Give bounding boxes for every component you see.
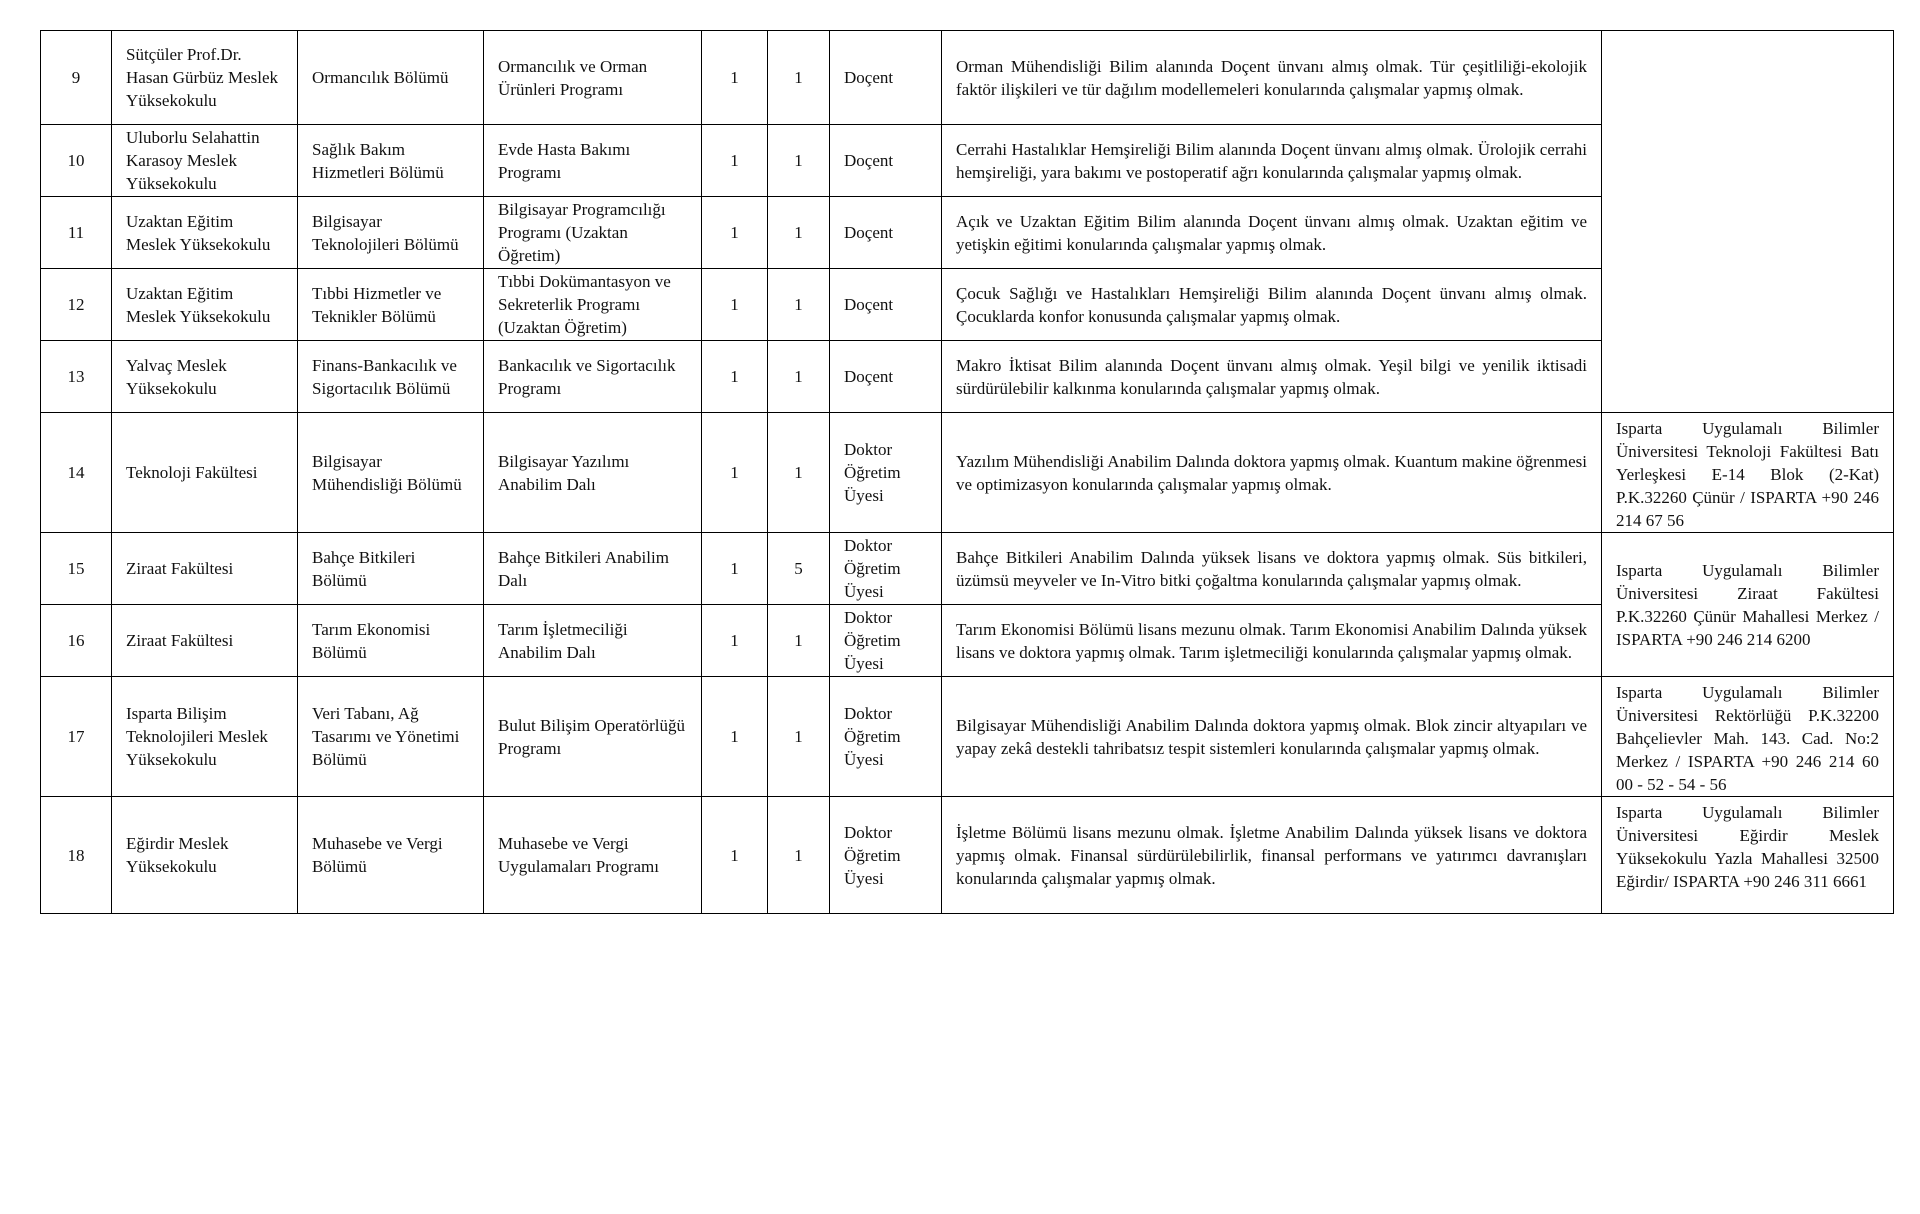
department-cell: Muhasebe ve Vergi Bölümü <box>298 797 484 914</box>
degree-cell: 1 <box>768 31 830 125</box>
row-number: 9 <box>41 31 112 125</box>
requirements-cell: Bilgisayar Mühendisliği Anabilim Dalında doktora yapmış olmak. Blok zincir altyapıları ve yapay zekâ destekli tahribatsız tespit sistemleri konularında çalışmalar yapmış olmak. <box>942 677 1602 797</box>
contact-ziraat: Isparta Uygulamalı Bilimler Üniversitesi Ziraat Fakültesi P.K.32260 Çünür Mahallesi Merkez / ISPARTA +90 246 214 6200 <box>1602 533 1894 677</box>
unit-cell: Ziraat Fakültesi <box>112 605 298 677</box>
degree-cell: 1 <box>768 341 830 413</box>
unit-cell: Ziraat Fakültesi <box>112 533 298 605</box>
requirements-cell: Yazılım Mühendisliği Anabilim Dalında doktora yapmış olmak. Kuantum makine öğrenmesi ve optimizasyon konularında çalışmalar yapmış olmak. <box>942 413 1602 533</box>
department-cell: Veri Tabanı, Ağ Tasarımı ve Yönetimi Bölümü <box>298 677 484 797</box>
title-cell: Doçent <box>830 31 942 125</box>
table-row <box>41 797 1894 914</box>
table-row <box>41 677 1894 797</box>
requirements-cell: Bahçe Bitkileri Anabilim Dalında yüksek lisans ve doktora yapmış olmak. Süs bitkileri, üzümsü meyveler ve In-Vitro bitki çoğaltma konularında çalışmalar yapmış olmak. <box>942 533 1602 605</box>
contact-cell-empty <box>1602 31 1894 413</box>
degree-cell: 1 <box>768 197 830 269</box>
title-cell: Doçent <box>830 125 942 197</box>
unit-cell: Teknoloji Fakültesi <box>112 413 298 533</box>
unit-cell: Isparta Bilişim Teknolojileri Meslek Yüksekokulu <box>112 677 298 797</box>
department-cell: Bahçe Bitkileri Bölümü <box>298 533 484 605</box>
program-cell: Bankacılık ve Sigortacılık Programı <box>484 341 702 413</box>
program-cell: Tıbbi Dokümantasyon ve Sekreterlik Programı (Uzaktan Öğretim) <box>484 269 702 341</box>
degree-cell: 1 <box>768 269 830 341</box>
table-row <box>41 533 1894 605</box>
degree-cell: 1 <box>768 125 830 197</box>
unit-cell: Uzaktan Eğitim Meslek Yüksekokulu <box>112 269 298 341</box>
program-cell: Bahçe Bitkileri Anabilim Dalı <box>484 533 702 605</box>
row-number: 12 <box>41 269 112 341</box>
count-cell: 1 <box>702 797 768 914</box>
table-row <box>41 413 1894 533</box>
count-cell: 1 <box>702 269 768 341</box>
row-number: 17 <box>41 677 112 797</box>
title-cell: Doktor Öğretim Üyesi <box>830 533 942 605</box>
title-cell: Doçent <box>830 341 942 413</box>
department-cell: Bilgisayar Mühendisliği Bölümü <box>298 413 484 533</box>
count-cell: 1 <box>702 413 768 533</box>
count-cell: 1 <box>702 677 768 797</box>
row-number: 15 <box>41 533 112 605</box>
requirements-cell: Açık ve Uzaktan Eğitim Bilim alanında Doçent ünvanı almış olmak. Uzaktan eğitim ve yetişkin eğitimi konularında çalışmalar yapmış olmak. <box>942 197 1602 269</box>
requirements-cell: İşletme Bölümü lisans mezunu olmak. İşletme Anabilim Dalında yüksek lisans ve doktora yapmış olmak. Finansal sürdürülebilirlik, finansal performans ve yatırımcı davranışları konularında çalışmalar yapmış olmak. <box>942 797 1602 914</box>
row-number: 16 <box>41 605 112 677</box>
department-cell: Sağlık Bakım Hizmetleri Bölümü <box>298 125 484 197</box>
program-cell: Muhasebe ve Vergi Uygulamaları Programı <box>484 797 702 914</box>
count-cell: 1 <box>702 533 768 605</box>
title-cell: Doktor Öğretim Üyesi <box>830 797 942 914</box>
program-cell: Tarım İşletmeciliği Anabilim Dalı <box>484 605 702 677</box>
requirements-cell: Tarım Ekonomisi Bölümü lisans mezunu olmak. Tarım Ekonomisi Anabilim Dalında yüksek lisans ve doktora yapmış olmak. Tarım işletmeciliği konularında çalışmalar yapmış olmak. <box>942 605 1602 677</box>
contact-egirdir: Isparta Uygulamalı Bilimler Üniversitesi Eğirdir Meslek Yüksekokulu Yazla Mahallesi 32500 Eğirdir/ ISPARTA +90 246 311 6661 <box>1602 797 1894 914</box>
degree-cell: 1 <box>768 677 830 797</box>
department-cell: Finans-Bankacılık ve Sigortacılık Bölümü <box>298 341 484 413</box>
requirements-cell: Makro İktisat Bilim alanında Doçent ünvanı almış olmak. Yeşil bilgi ve yenilik iktisadi sürdürülebilir kalkınma konularında çalışmalar yapmış olmak. <box>942 341 1602 413</box>
requirements-cell: Çocuk Sağlığı ve Hastalıkları Hemşireliği Bilim alanında Doçent ünvanı almış olmak. Çocuklarda konfor konusunda çalışmalar yapmış olmak. <box>942 269 1602 341</box>
program-cell: Bilgisayar Programcılığı Programı (Uzaktan Öğretim) <box>484 197 702 269</box>
unit-cell: Yalvaç Meslek Yüksekokulu <box>112 341 298 413</box>
department-cell: Tarım Ekonomisi Bölümü <box>298 605 484 677</box>
unit-cell: Eğirdir Meslek Yüksekokulu <box>112 797 298 914</box>
count-cell: 1 <box>702 125 768 197</box>
title-cell: Doçent <box>830 197 942 269</box>
row-number: 10 <box>41 125 112 197</box>
contact-rektorluk: Isparta Uygulamalı Bilimler Üniversitesi Rektörlüğü P.K.32200 Bahçelievler Mah. 143. Cad. No:2 Merkez / ISPARTA +90 246 214 60 00 - 52 - 54 - 56 <box>1602 677 1894 797</box>
positions-table <box>40 30 1894 914</box>
unit-cell: Uluborlu Selahattin Karasoy Meslek Yüksekokulu <box>112 125 298 197</box>
degree-cell: 1 <box>768 413 830 533</box>
count-cell: 1 <box>702 197 768 269</box>
title-cell: Doktor Öğretim Üyesi <box>830 413 942 533</box>
degree-cell: 1 <box>768 797 830 914</box>
count-cell: 1 <box>702 341 768 413</box>
unit-cell: Uzaktan Eğitim Meslek Yüksekokulu <box>112 197 298 269</box>
title-cell: Doçent <box>830 269 942 341</box>
row-number: 13 <box>41 341 112 413</box>
contact-teknoloji: Isparta Uygulamalı Bilimler Üniversitesi Teknoloji Fakültesi Batı Yerleşkesi E-14 Blok (2-Kat) P.K.32260 Çünür / ISPARTA +90 246 214 67 56 <box>1602 413 1894 533</box>
department-cell: Ormancılık Bölümü <box>298 31 484 125</box>
degree-cell: 5 <box>768 533 830 605</box>
department-cell: Bilgisayar Teknolojileri Bölümü <box>298 197 484 269</box>
title-cell: Doktor Öğretim Üyesi <box>830 677 942 797</box>
table-row <box>41 31 1894 125</box>
requirements-cell: Orman Mühendisliği Bilim alanında Doçent ünvanı almış olmak. Tür çeşitliliği-ekolojik faktör ilişkileri ve tür dağılım modellemeleri konularında çalışmalar yapmış olmak. <box>942 31 1602 125</box>
unit-cell: Sütçüler Prof.Dr. Hasan Gürbüz Meslek Yüksekokulu <box>112 31 298 125</box>
degree-cell: 1 <box>768 605 830 677</box>
program-cell: Ormancılık ve Orman Ürünleri Programı <box>484 31 702 125</box>
program-cell: Evde Hasta Bakımı Programı <box>484 125 702 197</box>
program-cell: Bilgisayar Yazılımı Anabilim Dalı <box>484 413 702 533</box>
row-number: 11 <box>41 197 112 269</box>
requirements-cell: Cerrahi Hastalıklar Hemşireliği Bilim alanında Doçent ünvanı almış olmak. Ürolojik cerrahi hemşireliği, yara bakımı ve postoperatif ağrı konularında çalışmalar yapmış olmak. <box>942 125 1602 197</box>
department-cell: Tıbbi Hizmetler ve Teknikler Bölümü <box>298 269 484 341</box>
program-cell: Bulut Bilişim Operatörlüğü Programı <box>484 677 702 797</box>
count-cell: 1 <box>702 31 768 125</box>
row-number: 14 <box>41 413 112 533</box>
title-cell: Doktor Öğretim Üyesi <box>830 605 942 677</box>
count-cell: 1 <box>702 605 768 677</box>
row-number: 18 <box>41 797 112 914</box>
